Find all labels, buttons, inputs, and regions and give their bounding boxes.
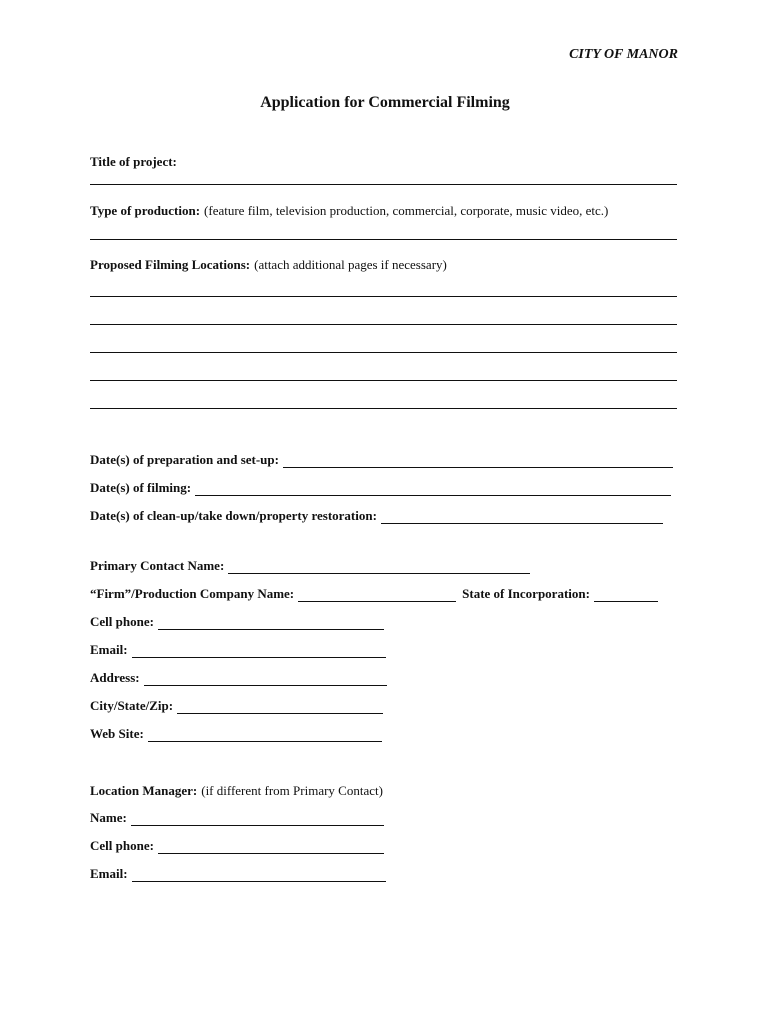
cleanup-dates-field[interactable] xyxy=(381,511,663,524)
manager-name-field[interactable] xyxy=(131,813,384,826)
manager-email-field[interactable] xyxy=(132,869,386,882)
project-title-field[interactable] xyxy=(90,184,677,185)
manager-cell-phone-field[interactable] xyxy=(158,841,384,854)
production-type-field[interactable] xyxy=(90,239,677,240)
production-type-label: Type of production: xyxy=(90,203,201,218)
prep-dates-label: Date(s) of preparation and set-up: xyxy=(90,452,279,467)
filming-locations-label: Proposed Filming Locations: xyxy=(90,257,251,272)
location-manager-note: (if different from Primary Contact) xyxy=(201,783,383,798)
address-row xyxy=(90,670,387,686)
manager-cell-phone-label: Cell phone: xyxy=(90,838,154,853)
filming-dates-label: Date(s) of filming: xyxy=(90,480,192,495)
city-state-zip-row xyxy=(90,698,383,714)
cell-phone-label: Cell phone: xyxy=(90,614,154,629)
firm-field[interactable] xyxy=(298,589,456,602)
cleanup-dates-row xyxy=(90,508,663,524)
firm-label: “Firm”/Production Company Name: xyxy=(90,586,295,601)
city-state-zip-label: City/State/Zip: xyxy=(90,698,174,713)
filming-location-field-4[interactable] xyxy=(90,380,677,381)
prep-dates-row xyxy=(90,452,673,468)
email-row xyxy=(90,642,386,658)
cell-phone-field[interactable] xyxy=(158,617,384,630)
production-type-note: (feature film, television production, commercial, corporate, music video, etc.) xyxy=(204,203,609,218)
web-site-row xyxy=(90,726,382,742)
location-manager-heading-row xyxy=(90,782,383,800)
incorporation-field[interactable] xyxy=(594,589,658,602)
incorporation-label: State of Incorporation: xyxy=(462,586,590,601)
city-state-zip-field[interactable] xyxy=(177,701,383,714)
web-site-field[interactable] xyxy=(148,729,382,742)
web-site-label: Web Site: xyxy=(90,726,144,741)
email-field[interactable] xyxy=(132,645,386,658)
manager-name-label: Name: xyxy=(90,810,127,825)
form-title: Application for Commercial Filming xyxy=(260,94,510,111)
cell-phone-row xyxy=(90,614,384,630)
location-manager-label: Location Manager: xyxy=(90,783,198,798)
project-title-label: Title of project: xyxy=(90,154,177,169)
filming-dates-field[interactable] xyxy=(195,483,671,496)
manager-cell-phone-row xyxy=(90,838,384,854)
filming-location-field-3[interactable] xyxy=(90,352,677,353)
filming-location-field-1[interactable] xyxy=(90,296,677,297)
email-label: Email: xyxy=(90,642,128,657)
primary-contact-field[interactable] xyxy=(228,561,530,574)
production-type-row xyxy=(90,202,608,220)
filming-location-field-5[interactable] xyxy=(90,408,677,409)
filming-location-field-2[interactable] xyxy=(90,324,677,325)
manager-name-row xyxy=(90,810,384,826)
organization-name: CITY OF MANOR xyxy=(569,47,678,62)
cleanup-dates-label: Date(s) of clean-up/take down/property restoration: xyxy=(90,508,377,523)
firm-row xyxy=(90,586,658,602)
filming-dates-row xyxy=(90,480,671,496)
address-field[interactable] xyxy=(144,673,387,686)
primary-contact-row xyxy=(90,558,530,574)
manager-email-row xyxy=(90,866,386,882)
address-label: Address: xyxy=(90,670,140,685)
filming-locations-note: (attach additional pages if necessary) xyxy=(254,257,447,272)
manager-email-label: Email: xyxy=(90,866,128,881)
filming-locations-row xyxy=(90,256,447,274)
primary-contact-label: Primary Contact Name: xyxy=(90,558,225,573)
prep-dates-field[interactable] xyxy=(283,455,673,468)
